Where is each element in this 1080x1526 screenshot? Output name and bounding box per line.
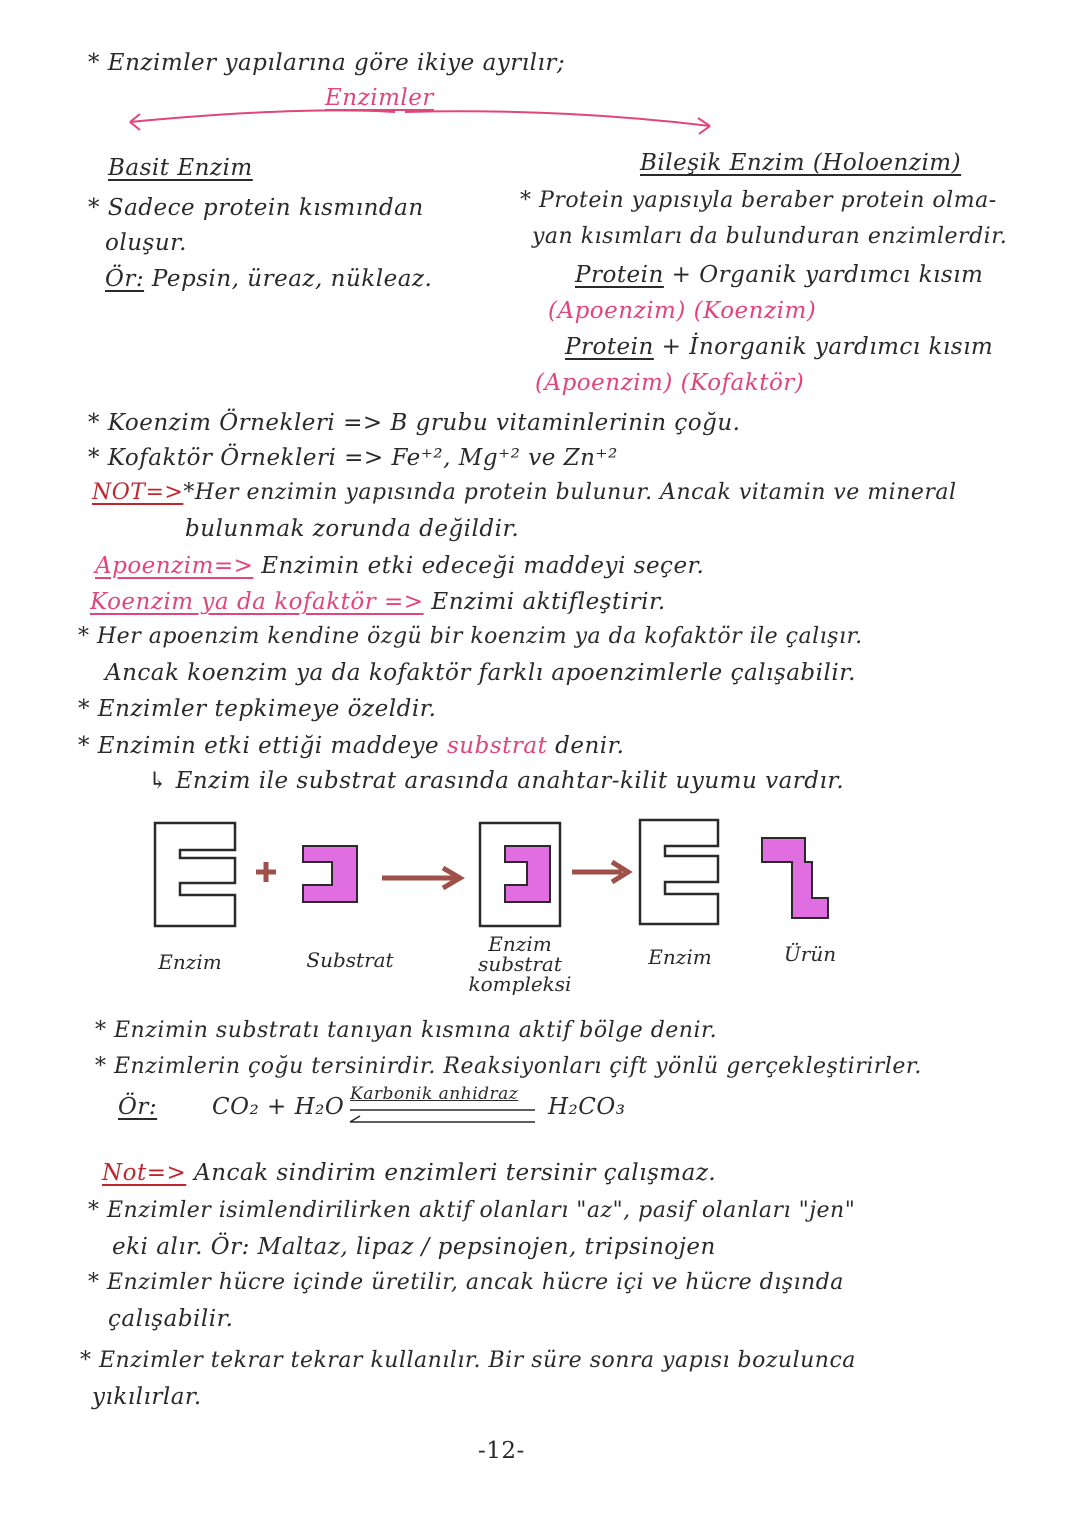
formula-1-top: Protein + Organik yardımcı kısım bbox=[575, 262, 984, 288]
apoenzim-line: Apoenzim=> Enzimin etki edeceği maddeyi seçer. bbox=[95, 553, 705, 579]
eq-prefix: Ör: bbox=[118, 1094, 158, 1120]
label-complex-1: Enzim bbox=[488, 932, 552, 956]
bullet-3-sub: ↳ Enzim ile substrat arasında anahtar-kilit uyumu vardır. bbox=[148, 768, 845, 794]
label-enzim-1: Enzim bbox=[158, 950, 222, 974]
basit-enzim-title: Basit Enzim bbox=[108, 155, 253, 181]
reuse-line-1: * Enzimler tekrar tekrar kullanılır. Bir süre sonra yapısı bozulunca bbox=[80, 1348, 856, 1373]
bullet-1-line-2: Ancak koenzim ya da kofaktör farklı apoenzimlerle çalışabilir. bbox=[105, 660, 856, 686]
basit-line-1: * Sadece protein kısmından bbox=[88, 195, 424, 221]
koenzim-examples: * Koenzim Örnekleri => B grubu vitaminlerinin çoğu. bbox=[88, 410, 741, 436]
reversible-line: * Enzimlerin çoğu tersinirdir. Reaksiyonları çift yönlü gerçekleştirirler. bbox=[95, 1054, 922, 1079]
enzyme-shape-2 bbox=[640, 820, 718, 924]
note-2-line: Not=> Ancak sindirim enzimleri tersinir çalışmaz. bbox=[102, 1160, 717, 1186]
naming-line-1: * Enzimler isimlendirilirken aktif olanları "az", pasif olanları "jen" bbox=[88, 1198, 856, 1223]
active-site-line: * Enzimin substratı tanıyan kısmına aktif bölge denir. bbox=[95, 1018, 718, 1043]
tree-root: Enzimler bbox=[325, 85, 434, 111]
left-branch-arrow bbox=[130, 110, 395, 122]
eq-right: H₂CO₃ bbox=[548, 1094, 626, 1120]
note-1-line-2: bulunmak zorunda değildir. bbox=[185, 516, 520, 542]
formula-2-bottom: (Apoenzim) (Kofaktör) bbox=[535, 370, 805, 396]
apoenzim-label: Apoenzim=> bbox=[95, 553, 254, 579]
product-shape bbox=[762, 838, 828, 918]
eq-catalyst: Karbonik anhidraz bbox=[350, 1084, 519, 1104]
bilesik-enzim-title: Bileşik Enzim (Holoenzim) bbox=[640, 150, 962, 176]
cell-line-1: * Enzimler hücre içinde üretilir, ancak hücre içi ve hücre dışında bbox=[88, 1270, 844, 1295]
basit-example: Ör: Pepsin, üreaz, nükleaz. bbox=[105, 266, 433, 292]
reuse-line-2: yıkılırlar. bbox=[92, 1384, 202, 1410]
basit-line-2: oluşur. bbox=[105, 230, 187, 256]
cell-line-2: çalışabilir. bbox=[108, 1306, 234, 1332]
enzyme-shape-1 bbox=[155, 823, 235, 926]
note-1-line-1: NOT=>*Her enzimin yapısında protein bulunur. Ancak vitamin ve mineral bbox=[92, 480, 957, 505]
note-2-label: Not=> bbox=[102, 1160, 187, 1186]
koenzim-label: Koenzim ya da kofaktör => bbox=[90, 589, 424, 615]
label-complex-2: substrat bbox=[478, 952, 562, 976]
label-substrat: Substrat bbox=[306, 948, 394, 972]
reverse-arrow bbox=[350, 1116, 535, 1122]
label-complex-3: kompleksi bbox=[468, 972, 572, 996]
kofaktor-examples: * Kofaktör Örnekleri => Fe⁺², Mg⁺² ve Zn⁺² bbox=[88, 445, 618, 471]
substrat-highlight: substrat bbox=[446, 733, 548, 759]
bullet-2: * Enzimler tepkimeye özeldir. bbox=[78, 696, 437, 722]
right-branch-arrow bbox=[405, 111, 710, 126]
example-prefix: Ör: bbox=[105, 266, 145, 292]
eq-left: CO₂ + H₂O bbox=[212, 1094, 345, 1120]
formula-1-bottom: (Apoenzim) (Koenzim) bbox=[548, 298, 817, 324]
bullet-1-line-1: * Her apoenzim kendine özgü bir koenzim ya da kofaktör ile çalışır. bbox=[78, 624, 863, 649]
intro-line: * Enzimler yapılarına göre ikiye ayrılır; bbox=[88, 50, 566, 76]
label-urun: Ürün bbox=[783, 942, 837, 966]
koenzim-line: Koenzim ya da kofaktör => Enzimi aktifleştirir. bbox=[90, 589, 666, 615]
label-enzim-2: Enzim bbox=[648, 945, 712, 969]
formula-2-top: Protein + İnorganik yardımcı kısım bbox=[565, 334, 994, 360]
bilesik-line-2: yan kısımları da bulunduran enzimlerdir. bbox=[532, 224, 1008, 249]
plus-sign bbox=[256, 862, 276, 882]
note-1-label: NOT=> bbox=[92, 480, 184, 505]
naming-line-2: eki alır. Ör: Maltaz, lipaz / pepsinojen, tripsinojen bbox=[112, 1234, 716, 1260]
substrate-shape bbox=[303, 846, 357, 902]
bilesik-line-1: * Protein yapısıyla beraber protein olma- bbox=[520, 188, 997, 213]
bullet-3: * Enzimin etki ettiği maddeye substrat denir. bbox=[78, 733, 625, 759]
page-number: -12- bbox=[478, 1438, 525, 1464]
